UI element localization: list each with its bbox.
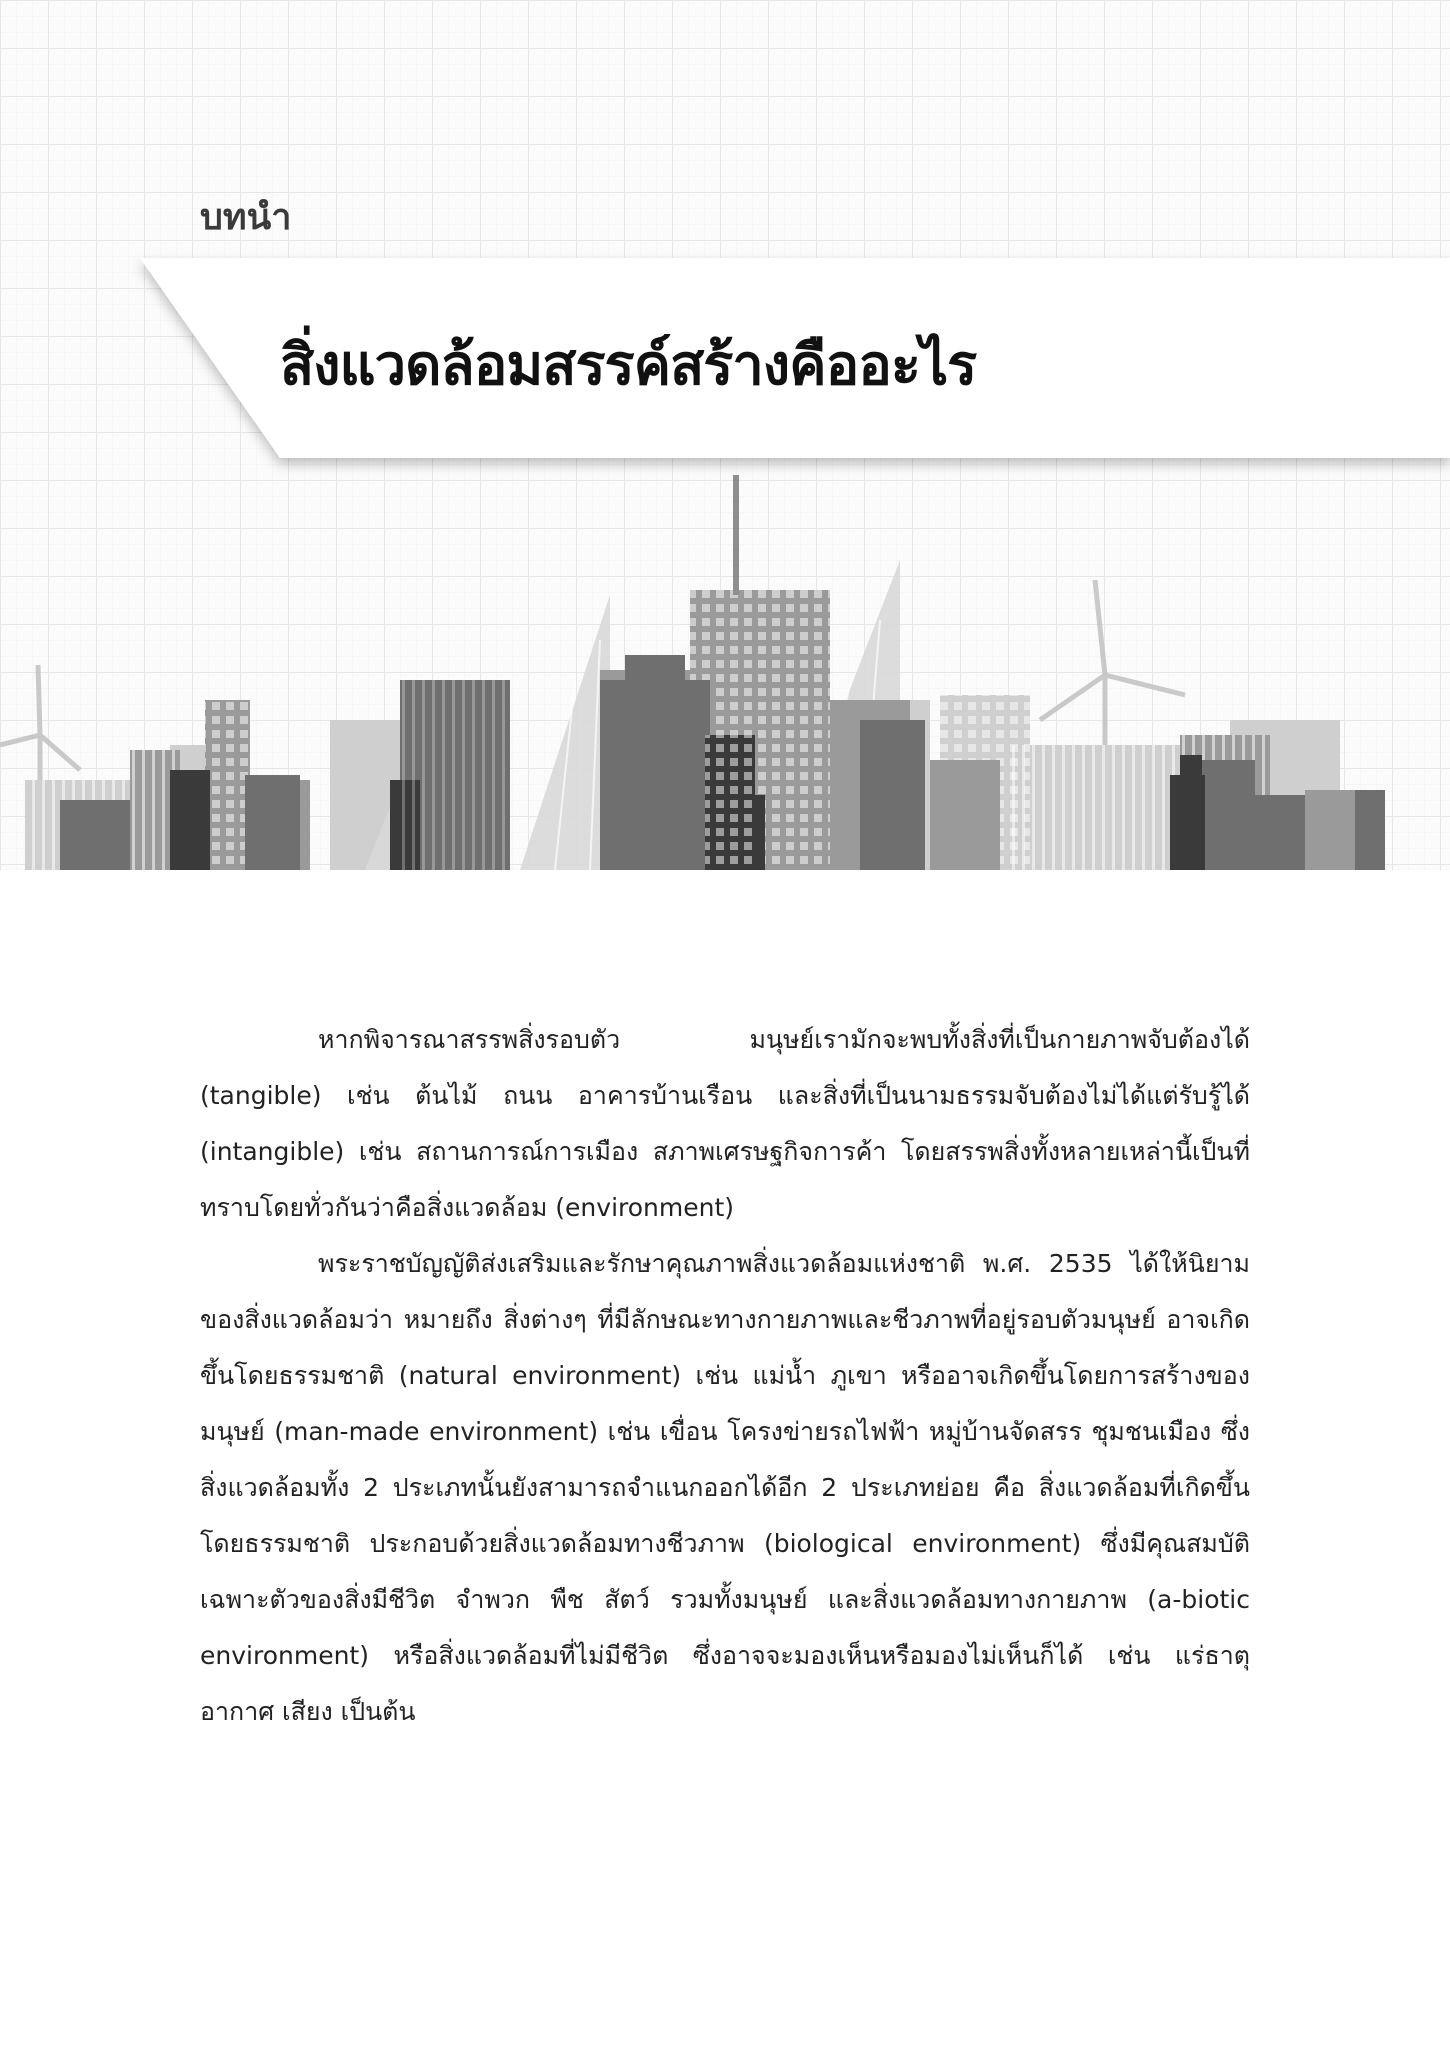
paragraph-1: หากพิจารณาสรรพสิ่งรอบตัว มนุษย์เรามักจะพบทั้งสิ่งที่เป็นกายภาพจับต้องได้ (tangible) เช่น ต้นไม้ ถนน อาคารบ้านเรือน และสิ่งที่เป็นนามธรรมจับต้องไม่ได้แต่รับรู้ได้ (intangible) เช่น สถานการณ์การเมือง สภาพเศรษฐกิจการค้า โดยสรรพสิ่งทั้งหลายเหล่านี้เป็นที่ทราบโดยทั่วกันว่าคือสิ่งแวดล้อม (environment) [200,1025,1250,1222]
body-text [200,1012,1250,1740]
chapter-header [0,0,1450,880]
chapter-title: สิ่งแวดล้อมสรรค์สร้างคืออะไร [280,333,977,398]
city-skyline-illustration [0,0,1450,880]
chapter-label: บทนำ [200,197,292,238]
paragraph-2: พระราชบัญญัติส่งเสริมและรักษาคุณภาพสิ่งแวดล้อมแห่งชาติ พ.ศ. 2535 ได้ให้นิยามของสิ่งแวดล้อมว่า หมายถึง สิ่งต่างๆ ที่มีลักษณะทางกายภาพและชีวภาพที่อยู่รอบตัวมนุษย์ อาจเกิดขึ้นโดยธรรมชาติ (natural environment) เช่น แม่น้ำ ภูเขา หรืออาจเกิดขึ้นโดยการสร้างของมนุษย์ (man-made environment) เช่น เขื่อน โครงข่ายรถไฟฟ้า หมู่บ้านจัดสรร ชุมชนเมือง ซึ่งสิ่งแวดล้อมทั้ง 2 ประเภทนั้นยังสามารถจำแนกออกได้อีก 2 ประเภทย่อย คือ สิ่งแวดล้อมที่เกิดขึ้นโดยธรรมชาติ ประกอบด้วยสิ่งแวดล้อมทางชีวภาพ (biological environment) ซึ่งมีคุณสมบัติเฉพาะตัวของสิ่งมีชีวิต จำพวก พืช สัตว์ รวมทั้งมนุษย์ และสิ่งแวดล้อมทางกายภาพ (a-biotic environment) หรือสิ่งแวดล้อมที่ไม่มีชีวิต ซึ่งอาจจะมองเห็นหรือมองไม่เห็นก็ได้ เช่น แร่ธาตุ อากาศ เสียง เป็นต้น [200,1249,1250,1726]
